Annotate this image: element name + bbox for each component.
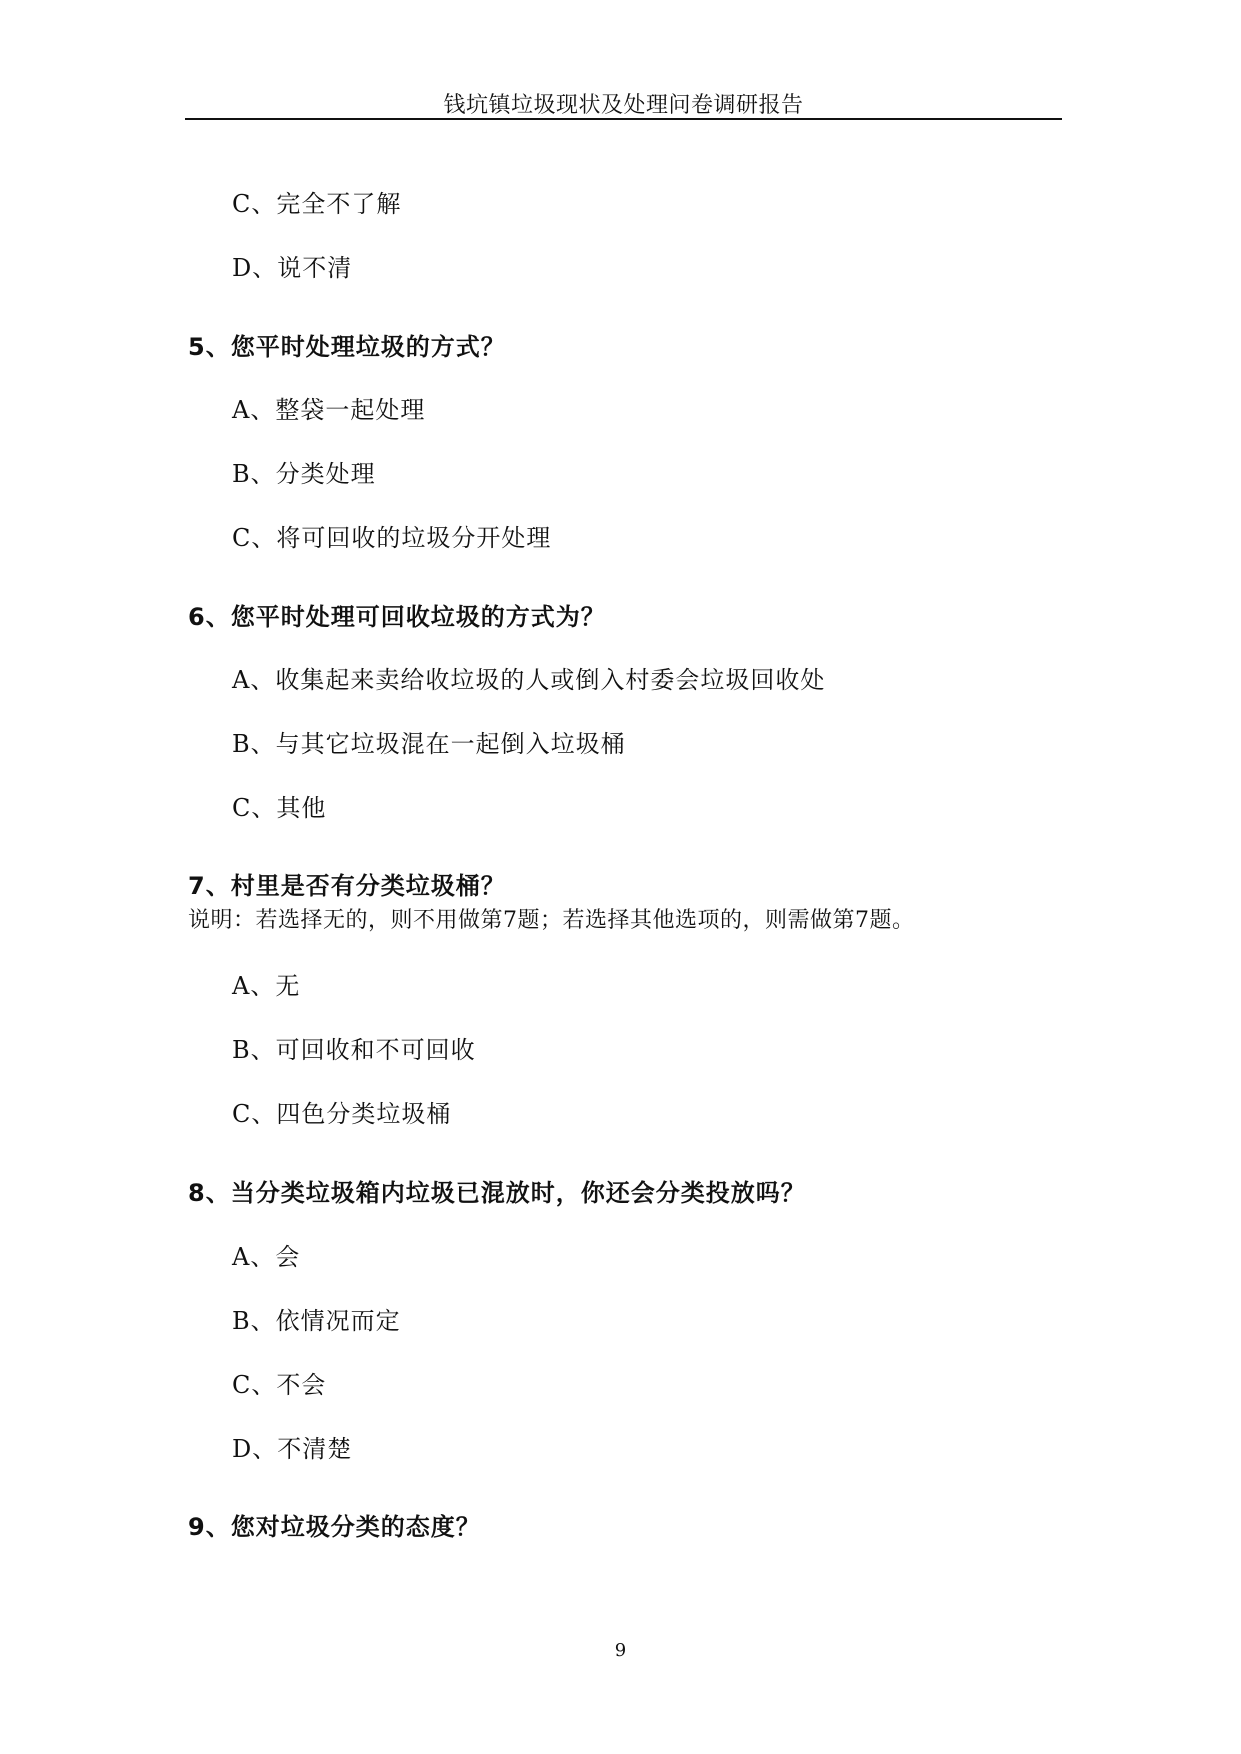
question-5-title: 5、您平时处理垃圾的方式？ [188, 333, 506, 361]
option-6a: A、收集起来卖给收垃圾的人或倒入村委会垃圾回收处 [232, 666, 826, 694]
option-7c: C、四色分类垃圾桶 [232, 1100, 452, 1128]
page-number: 9 [614, 1640, 627, 1661]
option-4c: C、完全不了解 [232, 190, 402, 218]
option-5a: A、整袋一起处理 [232, 396, 426, 424]
option-6c: C、其他 [232, 794, 327, 822]
option-8b: B、依情况而定 [232, 1307, 401, 1335]
question-7-note: 说明：若选择无的，则不用做第7题；若选择其他选项的，则需做第7题。 [188, 908, 915, 933]
document-title: 钱坑镇垃圾现状及处理问卷调研报告 [443, 93, 804, 118]
option-5c: C、将可回收的垃圾分开处理 [232, 524, 552, 552]
question-6-title: 6、您平时处理可回收垃圾的方式为？ [188, 603, 606, 631]
option-8d: D、不清楚 [232, 1435, 353, 1463]
header-divider [185, 118, 1062, 120]
option-7b: B、可回收和不可回收 [232, 1036, 476, 1064]
question-8-title: 8、当分类垃圾箱内垃圾已混放时，你还会分类投放吗？ [188, 1179, 806, 1207]
question-9-title: 9、您对垃圾分类的态度？ [188, 1513, 481, 1541]
option-6b: B、与其它垃圾混在一起倒入垃圾桶 [232, 730, 626, 758]
option-5b: B、分类处理 [232, 460, 376, 488]
option-7a: A、无 [232, 972, 301, 1000]
option-8c: C、不会 [232, 1371, 327, 1399]
option-8a: A、会 [232, 1243, 301, 1271]
question-7-title: 7、村里是否有分类垃圾桶？ [188, 872, 506, 900]
option-4d: D、说不清 [232, 254, 353, 282]
